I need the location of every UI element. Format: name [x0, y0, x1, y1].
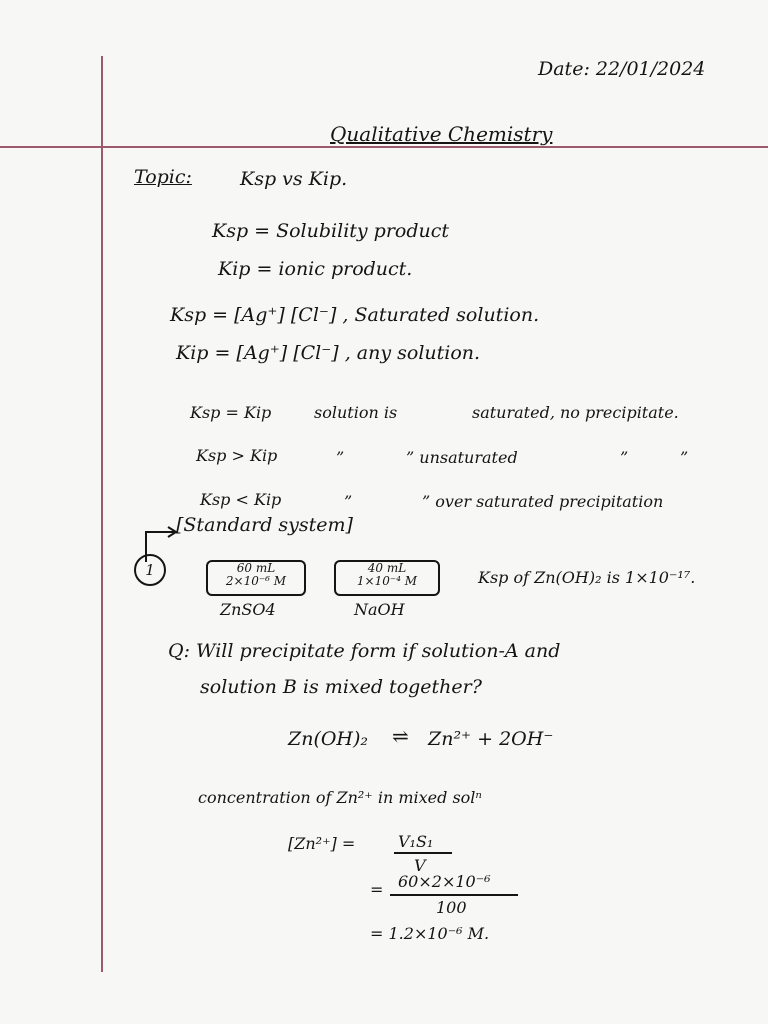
beaker-a-concentration: 2×10⁻⁶ M	[225, 574, 287, 588]
fraction-bar-1	[394, 852, 452, 854]
beaker-a-label: ZnSO4	[220, 600, 276, 619]
page-heading: Qualitative Chemistry	[330, 122, 553, 146]
comparison-row-2-col5: ”	[680, 448, 689, 467]
comparison-row-1-col2: solution is	[314, 403, 398, 422]
fraction-bar-2	[390, 894, 518, 896]
calc-fraction-1-denominator: V	[414, 856, 426, 875]
margin-line	[101, 56, 103, 972]
beaker-a	[206, 560, 306, 596]
equilibrium-left: Zn(OH)₂	[288, 728, 369, 750]
calc-result: = 1.2×10⁻⁶ M.	[370, 924, 490, 943]
comparison-row-3-col3: ” over saturated precipitation	[422, 492, 664, 511]
comparison-row-2-col4: ”	[620, 448, 629, 467]
header-line	[0, 146, 768, 148]
comparison-row-3-relation: Ksp < Kip	[200, 490, 282, 509]
comparison-row-1-relation: Ksp = Kip	[190, 403, 272, 422]
example-number: 1	[134, 554, 166, 586]
concentration-line: concentration of Zn²⁺ in mixed solⁿ	[198, 788, 482, 807]
comparison-row-2-relation: Ksp > Kip	[196, 446, 278, 465]
beaker-b-label: NaOH	[354, 600, 405, 619]
beaker-b	[334, 560, 440, 596]
comparison-row-2-col2: ”	[336, 448, 345, 467]
question-line-1: Q: Will precipitate form if solution-A and	[168, 640, 561, 662]
calc-fraction-1-numerator: V₁S₁	[398, 832, 434, 851]
calc-lhs: [Zn²⁺] =	[288, 834, 356, 853]
expression-kip: Kip = [Ag⁺] [Cl⁻] , any solution.	[176, 342, 481, 364]
beaker-a-volume: 60 mL	[236, 561, 276, 575]
date: Date: 22/01/2024	[538, 58, 706, 80]
beaker-b-volume: 40 mL	[367, 561, 407, 575]
expression-ksp: Ksp = [Ag⁺] [Cl⁻] , Saturated solution.	[170, 304, 540, 326]
calc-equals-2: =	[370, 880, 384, 899]
comparison-row-2-col3: ” unsaturated	[406, 448, 518, 467]
definition-ksp: Ksp = Solubility product	[212, 220, 450, 242]
definition-kip: Kip = ionic product.	[218, 258, 413, 280]
calc-fraction-2-numerator: 60×2×10⁻⁶	[398, 872, 491, 891]
comparison-row-3-col2: ”	[344, 492, 353, 511]
equilibrium-arrow: ⇌	[392, 724, 409, 748]
topic-label: Topic:	[134, 166, 192, 188]
equilibrium-right: Zn²⁺ + 2OH⁻	[428, 728, 554, 750]
topic-text: Ksp vs Kip.	[240, 168, 348, 190]
question-line-2: solution B is mixed together?	[200, 676, 482, 698]
calc-fraction-2-denominator: 100	[436, 898, 467, 917]
ksp-statement: Ksp of Zn(OH)₂ is 1×10⁻¹⁷.	[478, 568, 696, 587]
standard-system-label: [Standard system]	[176, 514, 353, 536]
beaker-b-concentration: 1×10⁻⁴ M	[356, 574, 418, 588]
comparison-row-1-col3: saturated, no precipitate.	[472, 403, 679, 422]
